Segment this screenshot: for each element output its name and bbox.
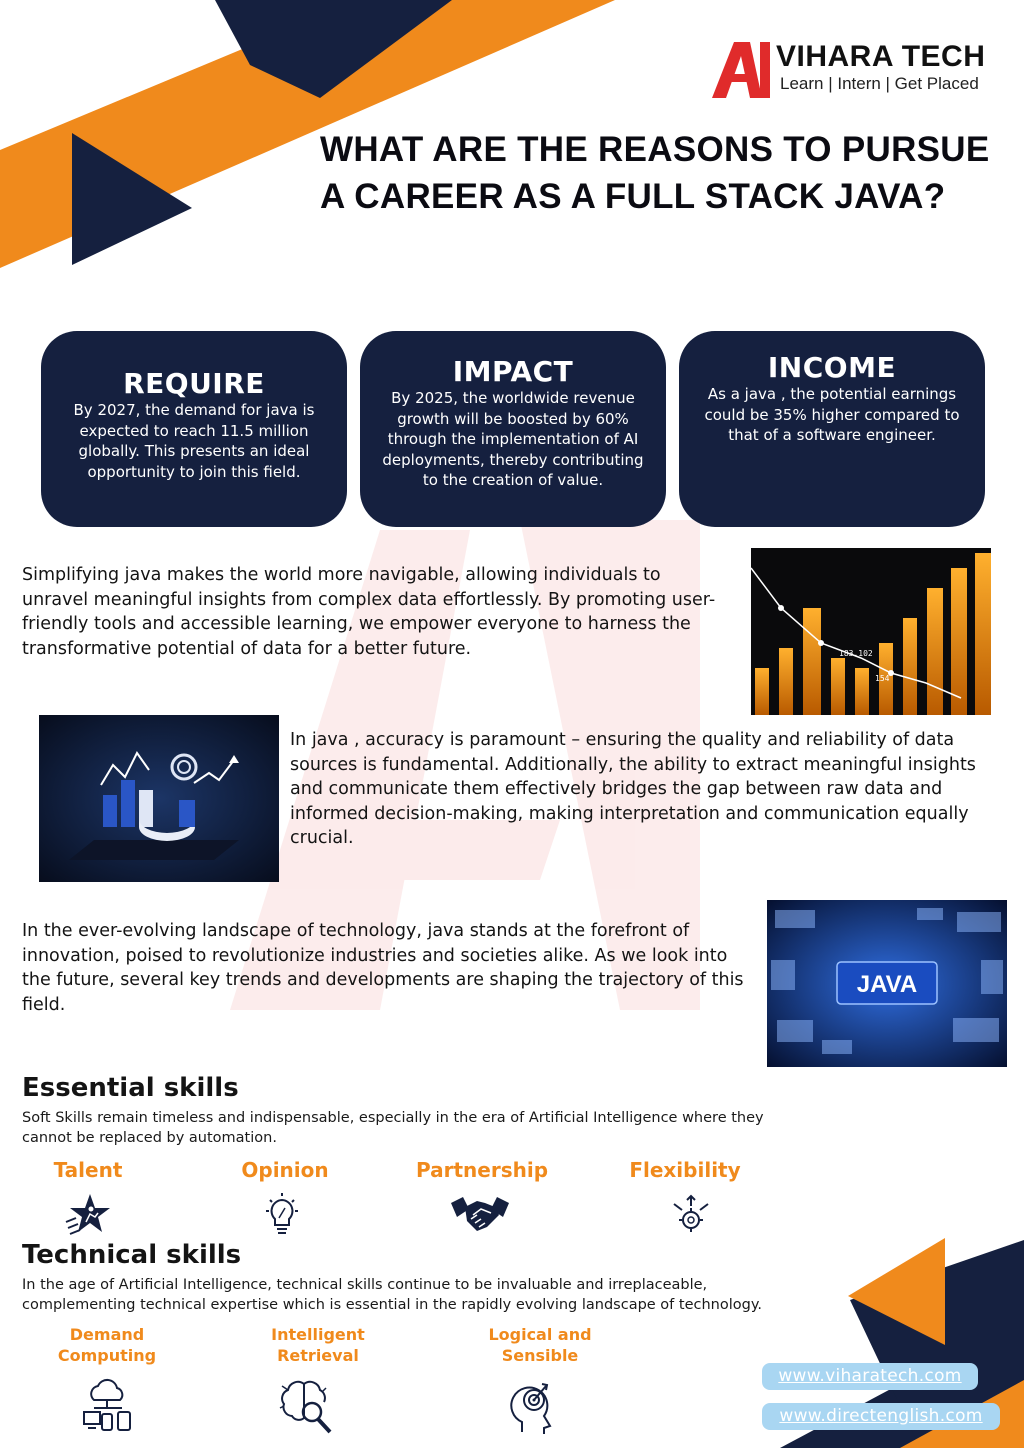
tech-skill-intelligent-retrieval bbox=[258, 1324, 378, 1366]
tech-skill-line-1: Logical and bbox=[488, 1325, 592, 1344]
chart-label-2: 154 bbox=[875, 674, 890, 683]
skill-flexibility-label: Flexibility bbox=[629, 1158, 741, 1182]
tech-skill-line-1: Demand bbox=[69, 1325, 145, 1344]
card-heading: REQUIRE bbox=[123, 367, 265, 400]
gear-arrows-icon bbox=[670, 1194, 712, 1236]
brand-name: VIHARA TECH bbox=[776, 40, 986, 73]
star-runner-icon bbox=[64, 1192, 112, 1238]
tech-skill-line-2: Sensible bbox=[501, 1346, 579, 1365]
link-directenglish[interactable]: www.directenglish.com bbox=[762, 1403, 1000, 1430]
paragraph-1: Simplifying java makes the world more navigable, allowing individuals to unravel meaningful insights from complex data effortlessly. By promoting user-friendly tools and accessible learning, we empower everyone to harness the transformative potential of data for a better future. bbox=[22, 565, 716, 659]
card-heading: IMPACT bbox=[452, 355, 574, 388]
skill-talent-label: Talent bbox=[53, 1158, 123, 1182]
brand-tagline: Learn | Intern | Get Placed bbox=[780, 74, 979, 93]
card-impact bbox=[360, 331, 666, 527]
page-title bbox=[320, 126, 1010, 220]
paragraph-3: In the ever-evolving landscape of technology, java stands at the forefront of innovation, poised to revolutionize industries and societies alike. As we look into the future, several key trends and developments are shaping the trajectory of this field. bbox=[22, 921, 744, 1015]
card-income bbox=[679, 331, 985, 527]
technical-skills-text: In the age of Artificial Intelligence, technical skills continue to be invaluable and irreplaceable, complementing technical expertise which is essential in the rapidly evolving landscape of technology. bbox=[22, 1277, 762, 1313]
technical-skills-title: Technical skills bbox=[22, 1240, 242, 1270]
card-heading: INCOME bbox=[767, 351, 897, 384]
paragraph-2: In java , accuracy is paramount – ensuring the quality and reliability of data sources is fundamental. Additionally, the ability to extract meaningful insights and communicate them effectively bridges the gap between raw data and informed decision-making, making interpretation and communication equally crucial. bbox=[290, 730, 976, 848]
lightbulb-icon bbox=[262, 1192, 302, 1238]
java-image bbox=[767, 900, 1007, 1067]
tech-skill-demand-computing bbox=[52, 1324, 162, 1366]
card-require bbox=[41, 331, 347, 527]
head-target-icon bbox=[508, 1378, 556, 1434]
tech-skill-line-2: Retrieval bbox=[277, 1346, 359, 1365]
brain-search-icon bbox=[278, 1378, 336, 1438]
skill-partnership-label: Partnership bbox=[415, 1158, 549, 1182]
card-text: By 2027, the demand for java is expected to reach 11.5 million globally. This presents an ideal opportunity to join this field. bbox=[73, 401, 315, 481]
analytics-image bbox=[39, 715, 279, 882]
tech-skill-line-1: Intelligent bbox=[271, 1325, 365, 1344]
chart-image bbox=[751, 548, 991, 715]
link-viharatech[interactable]: www.viharatech.com bbox=[762, 1363, 978, 1390]
logo-mark-icon bbox=[708, 40, 774, 100]
essential-skills-title: Essential skills bbox=[22, 1073, 239, 1103]
logo bbox=[708, 40, 998, 100]
cloud-devices-icon bbox=[82, 1378, 134, 1434]
card-text: As a java , the potential earnings could be 35% higher compared to that of a software engineer. bbox=[704, 385, 960, 444]
essential-skills-text: Soft Skills remain timeless and indispensable, especially in the era of Artificial Intelligence where they cannot be replaced by automation. bbox=[22, 1110, 764, 1146]
card-text: By 2025, the worldwide revenue growth will be boosted by 60% through the implementation of AI deployments, thereby contributing to the creation of value. bbox=[382, 389, 644, 489]
chart-label-1: 183.102 bbox=[839, 649, 873, 658]
skill-opinion-label: Opinion bbox=[241, 1158, 329, 1182]
handshake-icon bbox=[451, 1193, 509, 1235]
java-label: JAVA bbox=[856, 971, 918, 998]
title-line-1: WHAT ARE THE REASONS TO PURSUE bbox=[320, 130, 990, 169]
title-line-2: A CAREER AS A FULL STACK JAVA? bbox=[320, 177, 946, 216]
tech-skill-line-2: Computing bbox=[57, 1346, 157, 1365]
tech-skill-logical-sensible bbox=[480, 1324, 600, 1366]
